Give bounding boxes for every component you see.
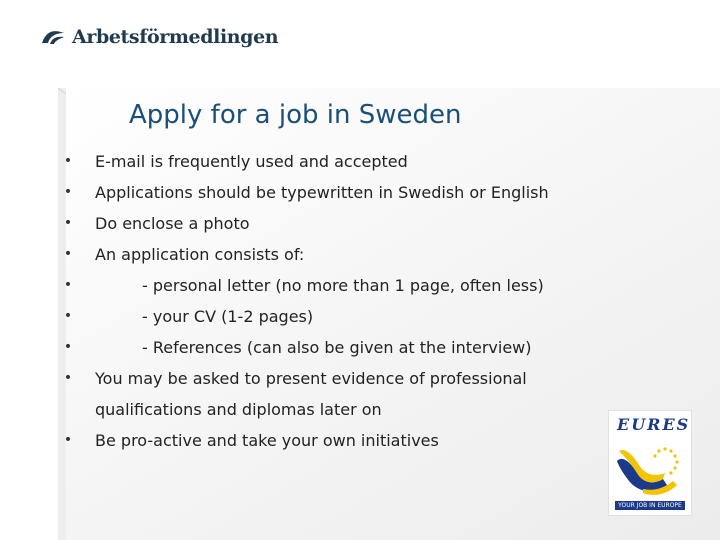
slide-title: Apply for a job in Sweden [129, 100, 462, 130]
bullet-text: You may be asked to present evidence of professional [95, 369, 527, 388]
bullet-text: Applications should be typewritten in Swedish or English [95, 183, 549, 202]
bullet-text: - your CV (1-2 pages) [142, 307, 314, 326]
list-item [62, 425, 622, 456]
eures-logo-text: EURES [617, 415, 691, 434]
bullet-text: qualifications and diplomas later on [95, 400, 382, 419]
list-item [62, 146, 622, 177]
eures-hand-icon [613, 433, 687, 503]
bullet-icon: • [63, 432, 73, 448]
swirl-icon [40, 27, 66, 47]
bullet-text: - References (can also be given at the interview) [142, 338, 532, 357]
bullet-icon: • [63, 277, 73, 293]
bullet-text: Be pro-active and take your own initiatives [95, 431, 439, 450]
list-item [62, 301, 622, 332]
list-item [62, 394, 622, 425]
arbetsformedlingen-logo [40, 26, 278, 48]
bullet-list [62, 146, 622, 456]
bullet-icon: • [63, 370, 73, 386]
bullet-icon: • [63, 184, 73, 200]
list-item [62, 208, 622, 239]
list-item [62, 239, 622, 270]
list-item [62, 332, 622, 363]
bullet-icon: • [63, 246, 73, 262]
bullet-icon: • [63, 215, 73, 231]
eures-logo [608, 410, 692, 516]
list-item [62, 177, 622, 208]
bullet-text: - personal letter (no more than 1 page, often less) [142, 276, 544, 295]
bullet-icon: • [63, 308, 73, 324]
list-item [62, 270, 622, 301]
list-item [62, 363, 622, 394]
bullet-icon: • [63, 153, 73, 169]
bullet-text: E-mail is frequently used and accepted [95, 152, 408, 171]
bullet-icon: • [63, 339, 73, 355]
logo-text: Arbetsförmedlingen [72, 26, 279, 48]
eures-tagline: YOUR JOB IN EUROPE [615, 501, 685, 510]
bullet-text: Do enclose a photo [95, 214, 250, 233]
bullet-text: An application consists of: [95, 245, 305, 264]
